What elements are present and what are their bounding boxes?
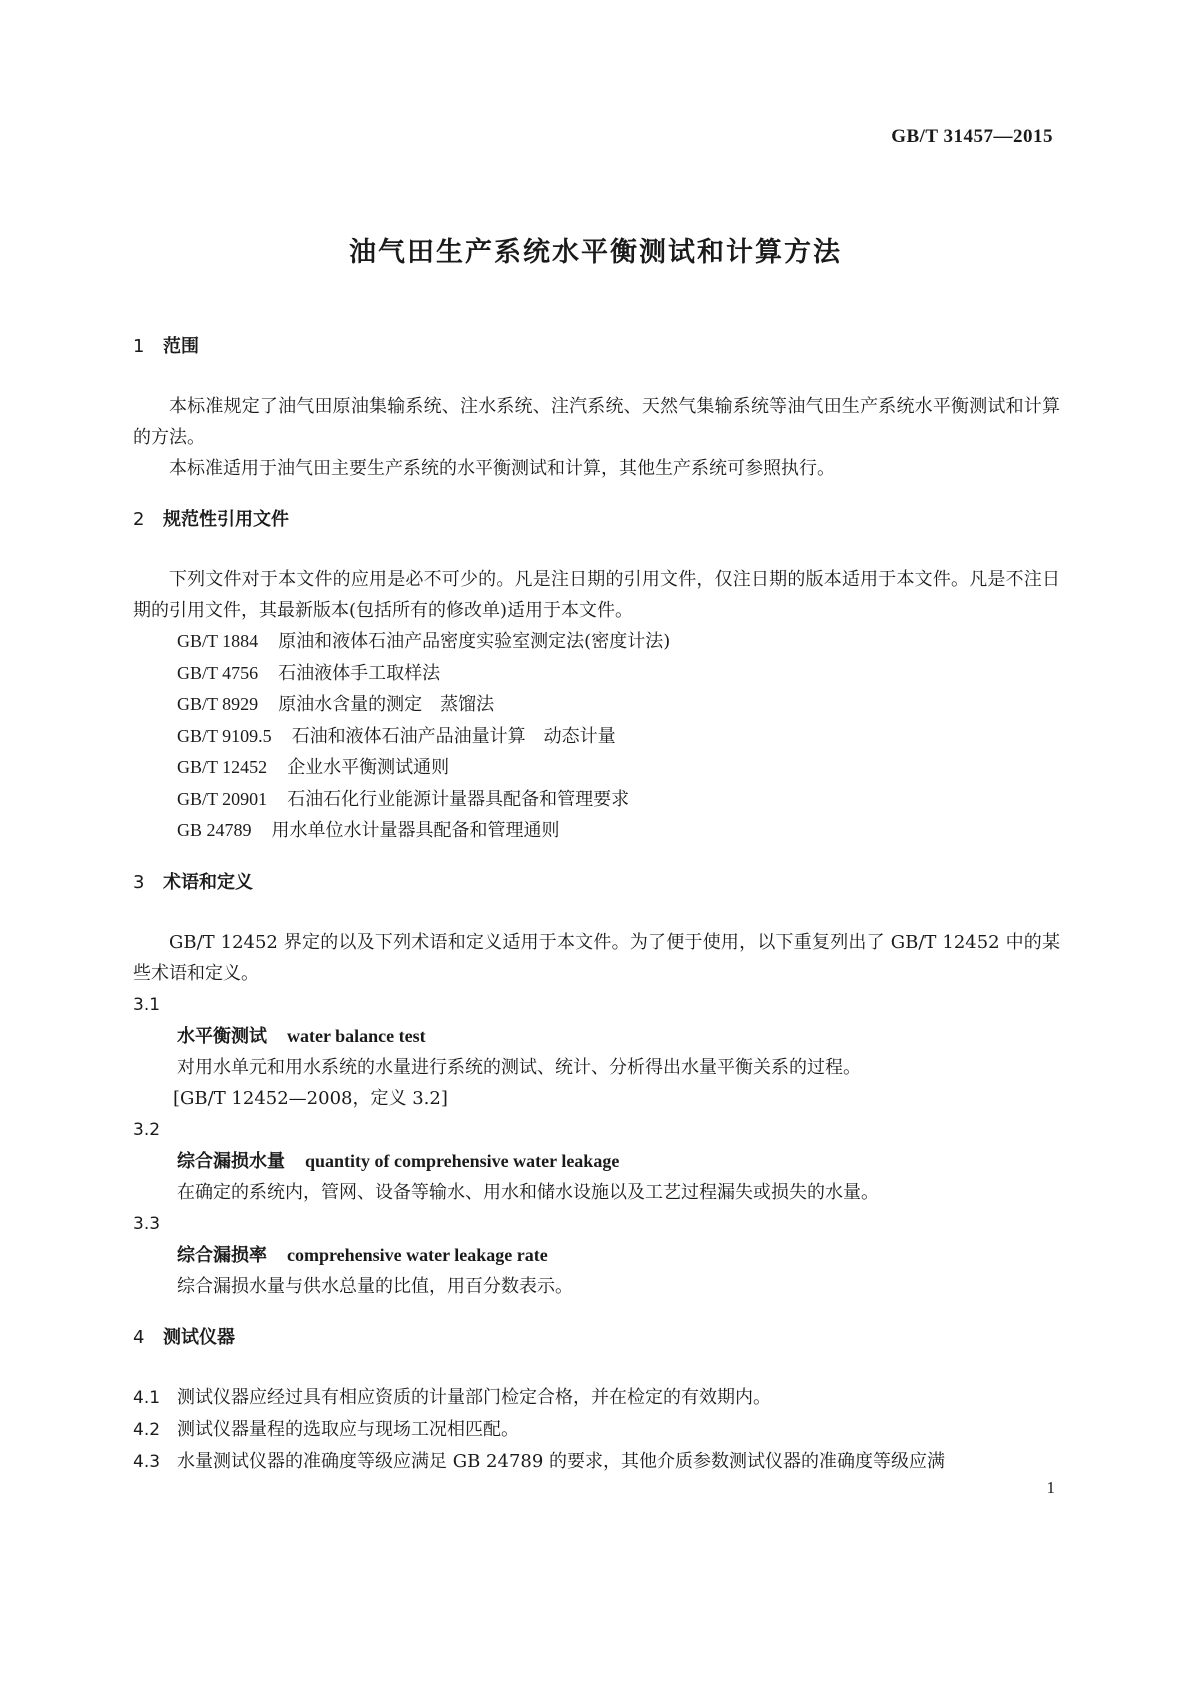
section-4-heading — [133, 1324, 1060, 1352]
section-3-heading — [133, 869, 1060, 897]
reference-item — [133, 784, 1060, 816]
reference-item — [133, 658, 1060, 690]
section-1-heading — [133, 333, 1060, 361]
term-heading — [133, 1021, 1060, 1052]
clause-text: 测试仪器应经过具有相应资质的计量部门检定合格，并在检定的有效期内。 — [177, 1386, 771, 1408]
document-title: 油气田生产系统水平衡测试和计算方法 — [349, 237, 842, 268]
term-definition: 在确定的系统内，管网、设备等输水、用水和储水设施以及工艺过程漏失或损失的水量。 — [177, 1181, 879, 1203]
terms-intro: GB/T 12452 界定的以及下列术语和定义适用于本文件。为了便于使用，以下重复列出了 GB/T 12452 中的某些术语和定义。 — [133, 931, 1060, 984]
term-number: 3.1 — [133, 994, 161, 1015]
reference-title: 用水单位水计量器具配备和管理通则 — [271, 820, 560, 841]
standard-code: GB/T 31457—2015 — [891, 126, 1053, 147]
term-english: comprehensive water leakage rate — [287, 1244, 548, 1265]
section-number: 3 — [133, 871, 145, 893]
reference-title: 企业水平衡测试通则 — [287, 757, 450, 778]
document-body — [133, 333, 1060, 1478]
reference-code: GB/T 4756 — [177, 662, 259, 683]
section-title: 范围 — [163, 336, 199, 357]
reference-code: GB/T 12452 — [177, 757, 268, 777]
section-title: 规范性引用文件 — [163, 509, 289, 530]
section-number: 1 — [133, 336, 145, 357]
section-2-heading — [133, 506, 1060, 534]
clause-text: 测试仪器量程的选取应与现场工况相匹配。 — [177, 1418, 519, 1440]
section-number: 2 — [133, 509, 145, 530]
term-chinese: 水平衡测试 — [177, 1025, 267, 1047]
clause-item — [133, 1382, 1060, 1414]
clause-item — [133, 1414, 1060, 1446]
term-source: [GB/T 12452—2008，定义 3.2] — [173, 1087, 448, 1109]
scope-paragraph-2: 本标准适用于油气田主要生产系统的水平衡测试和计算，其他生产系统可参照执行。 — [169, 458, 835, 479]
reference-title: 石油和液体石油产品油量计算 动态计量 — [291, 725, 616, 747]
term-definition: 综合漏损水量与供水总量的比值，用百分数表示。 — [177, 1275, 573, 1297]
clause-number: 4.1 — [133, 1387, 161, 1408]
clause-number: 4.2 — [133, 1419, 161, 1440]
reference-title: 石油液体手工取样法 — [278, 662, 441, 684]
reference-title: 原油和液体石油产品密度实验室测定法(密度计法) — [278, 631, 671, 652]
reference-code: GB/T 20901 — [177, 788, 268, 809]
term-heading — [133, 1240, 1060, 1271]
clause-text: 水量测试仪器的准确度等级应满足 GB 24789 的要求，其他介质参数测试仪器的准确度等级应满 — [177, 1450, 946, 1472]
term-heading — [133, 1146, 1060, 1177]
reference-item — [133, 689, 1060, 721]
term-english: quantity of comprehensive water leakage — [305, 1150, 620, 1171]
scope-paragraph-1: 本标准规定了油气田原油集输系统、注水系统、注汽系统、天然气集输系统等油气田生产系统水平衡测试和计算的方法。 — [133, 396, 1060, 448]
page-number: 1 — [1046, 1478, 1055, 1497]
clause-item — [133, 1446, 1060, 1478]
term-number: 3.3 — [133, 1213, 161, 1234]
references-intro: 下列文件对于本文件的应用是必不可少的。凡是注日期的引用文件，仅注日期的版本适用于本文件。凡是不注日期的引用文件，其最新版本(包括所有的修改单)适用于本文件。 — [133, 569, 1060, 621]
reference-code: GB 24789 — [177, 820, 252, 840]
reference-item — [133, 721, 1060, 753]
term-english: water balance test — [287, 1025, 426, 1046]
reference-item — [133, 815, 1060, 847]
reference-title: 石油石化行业能源计量器具配备和管理要求 — [287, 788, 630, 810]
section-title: 测试仪器 — [163, 1326, 235, 1348]
section-title: 术语和定义 — [163, 871, 253, 893]
term-chinese: 综合漏损率 — [177, 1244, 267, 1266]
reference-code: GB/T 9109.5 — [177, 725, 272, 746]
reference-item — [133, 752, 1060, 784]
section-number: 4 — [133, 1326, 145, 1348]
reference-title: 原油水含量的测定 蒸馏法 — [278, 694, 495, 715]
term-number: 3.2 — [133, 1119, 161, 1140]
clause-number: 4.3 — [133, 1451, 161, 1472]
term-definition: 对用水单元和用水系统的水量进行系统的测试、统计、分析得出水量平衡关系的过程。 — [177, 1056, 861, 1078]
reference-item — [133, 626, 1060, 658]
reference-code: GB/T 1884 — [177, 631, 259, 651]
reference-code: GB/T 8929 — [177, 694, 259, 714]
term-chinese: 综合漏损水量 — [177, 1150, 285, 1172]
